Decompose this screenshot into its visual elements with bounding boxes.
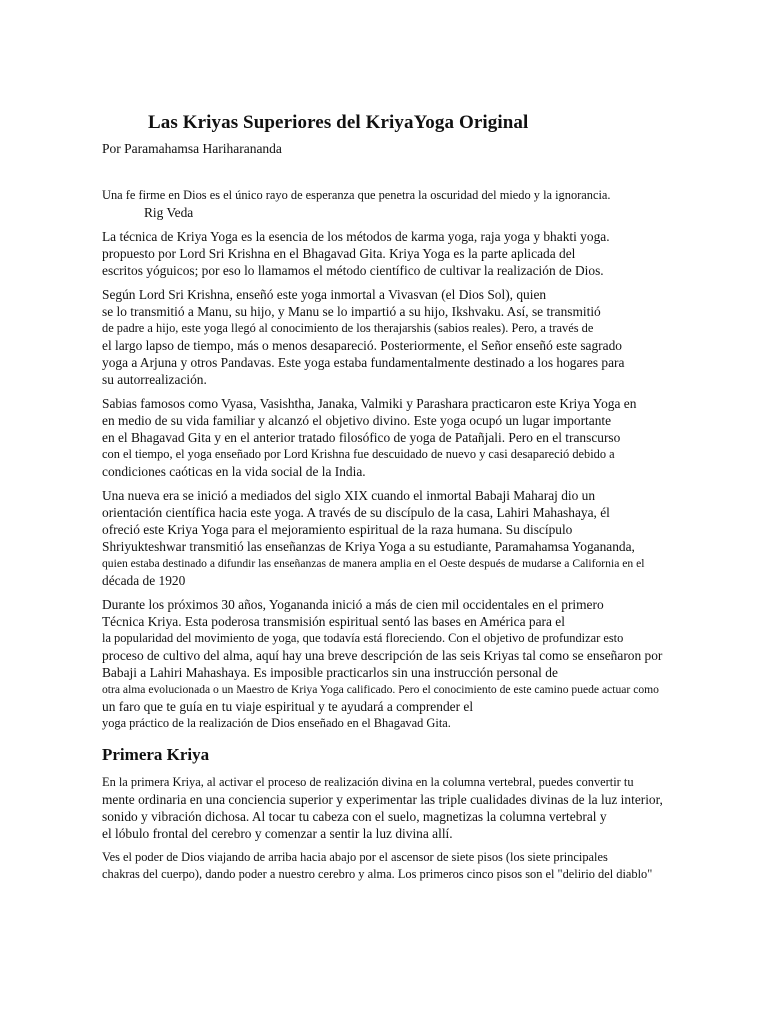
text-line: otra alma evolucionada o un Maestro de Kriya Yoga calificado. Pero el conocimiento de este camino puede actuar como [102,683,659,696]
text-line: orientación científica hacia este yoga. A través de su discípulo de la casa, Lahiri Mahashaya, él [102,505,610,520]
text-line: el largo lapso de tiempo, más o menos desapareció. Posteriormente, el Señor enseñó este sagrado [102,338,622,353]
text-line: el lóbulo frontal del cerebro y comenzar a sentir la luz divina allí. [102,826,453,841]
text-line: proceso de cultivo del alma, aquí hay una breve descripción de las seis Kriyas tal como se enseñaron por [102,648,663,663]
text-line: con el tiempo, el yoga enseñado por Lord Krishna fue descuidado de nuevo y casi desapareció debido a [102,447,615,461]
author-line: Por Paramahamsa Hariharananda [102,141,282,156]
text-line: Shriyukteshwar transmitió las enseñanzas de Kriya Yoga a su estudiante, Paramahamsa Yogananda, [102,539,635,554]
section-heading: Primera Kriya [102,745,210,764]
text-line: Ves el poder de Dios viajando de arriba hacia abajo por el ascensor de siete pisos (los siete principales [102,850,608,864]
text-line: la popularidad del movimiento de yoga, que todavía está floreciendo. Con el objetivo de profundizar esto [102,631,624,645]
epigraph [102,187,722,221]
paragraph-2 [102,286,722,388]
text-line: Sabias famosos como Vyasa, Vasishtha, Janaka, Valmiki y Parashara practicaron este Kriya Yoga en [102,396,637,411]
text-line: sonido y vibración dichosa. Al tocar tu cabeza con el suelo, magnetizas la columna vertebral y [102,809,607,824]
epigraph-source: Rig Veda [144,205,194,220]
text-line: Según Lord Sri Krishna, enseñó este yoga inmortal a Vivasvan (el Dios Sol), quien [102,287,547,302]
text-line: Técnica Kriya. Esta poderosa transmisión espiritual sentó las bases en América para el [102,614,565,629]
text-line: yoga a Arjuna y otros Pandavas. Este yoga estaba fundamentalmente destinado a los hogares para [102,355,625,370]
paragraph-4 [102,487,722,589]
text-line: en medio de su vida familiar y alcanzó el objetivo divino. Este yoga ocupó un lugar importante [102,413,612,428]
text-line: propuesto por Lord Sri Krishna en el Bhagavad Gita. Kriya Yoga es la parte aplicada del [102,246,576,261]
section-paragraph-1 [102,774,722,842]
text-line: quien estaba destinado a difundir las enseñanzas de manera amplia en el Oeste después de mudarse a California en el [102,557,645,570]
section-paragraph-2 [102,849,722,883]
text-line: Babaji a Lahiri Mahashaya. Es imposible practicarlos sin una instrucción personal de [102,665,558,680]
text-line: La técnica de Kriya Yoga es la esencia de los métodos de karma yoga, raja yoga y bhakti yoga. [102,229,610,244]
text-line: ofreció este Kriya Yoga para el mejoramiento espiritual de la raza humana. Su discípulo [102,522,573,537]
text-line: condiciones caóticas en la vida social de la India. [102,464,366,479]
text-line: en el Bhagavad Gita y en el anterior tratado filosófico de yoga de Patañjali. Pero en el transcurso [102,430,621,445]
text-line: Durante los próximos 30 años, Yogananda inició a más de cien mil occidentales en el primero [102,597,604,612]
text-line: Una nueva era se inició a mediados del siglo XIX cuando el inmortal Babaji Maharaj dio un [102,488,596,503]
document-body [102,187,722,890]
text-line: chakras del cuerpo), dando poder a nuestro cerebro y alma. Los primeros cinco pisos son el "delirio del diablo" [102,867,653,881]
text-line: mente ordinaria en una conciencia superior y experimentar las triple cualidades divinas de la luz interior, [102,792,663,807]
text-line: de padre a hijo, este yoga llegó al conocimiento de los therajarshis (sabios reales). Pero, a través de [102,321,594,335]
text-line: escritos yóguicos; por eso lo llamamos el método científico de cultivar la realización de Dios. [102,263,604,278]
paragraph-1 [102,228,722,279]
text-line: un faro que te guía en tu viaje espiritual y te ayudará a comprender el [102,699,474,714]
text-line: década de 1920 [102,573,186,588]
text-line: su autorrealización. [102,372,207,387]
document-title: Las Kriyas Superiores del KriyaYoga Original [148,112,529,133]
epigraph-quote: Una fe firme en Dios es el único rayo de esperanza que penetra la oscuridad del miedo y la ignorancia. [102,188,611,202]
text-line: En la primera Kriya, al activar el proceso de realización divina en la columna vertebral, puedes convertir tu [102,775,634,789]
text-line: yoga práctico de la realización de Dios enseñado en el Bhagavad Gita. [102,716,451,730]
paragraph-3 [102,395,722,480]
paragraph-5 [102,596,722,732]
text-line: se lo transmitió a Manu, su hijo, y Manu se lo impartió a su hijo, Ikshvaku. Así, se transmitió [102,304,601,319]
